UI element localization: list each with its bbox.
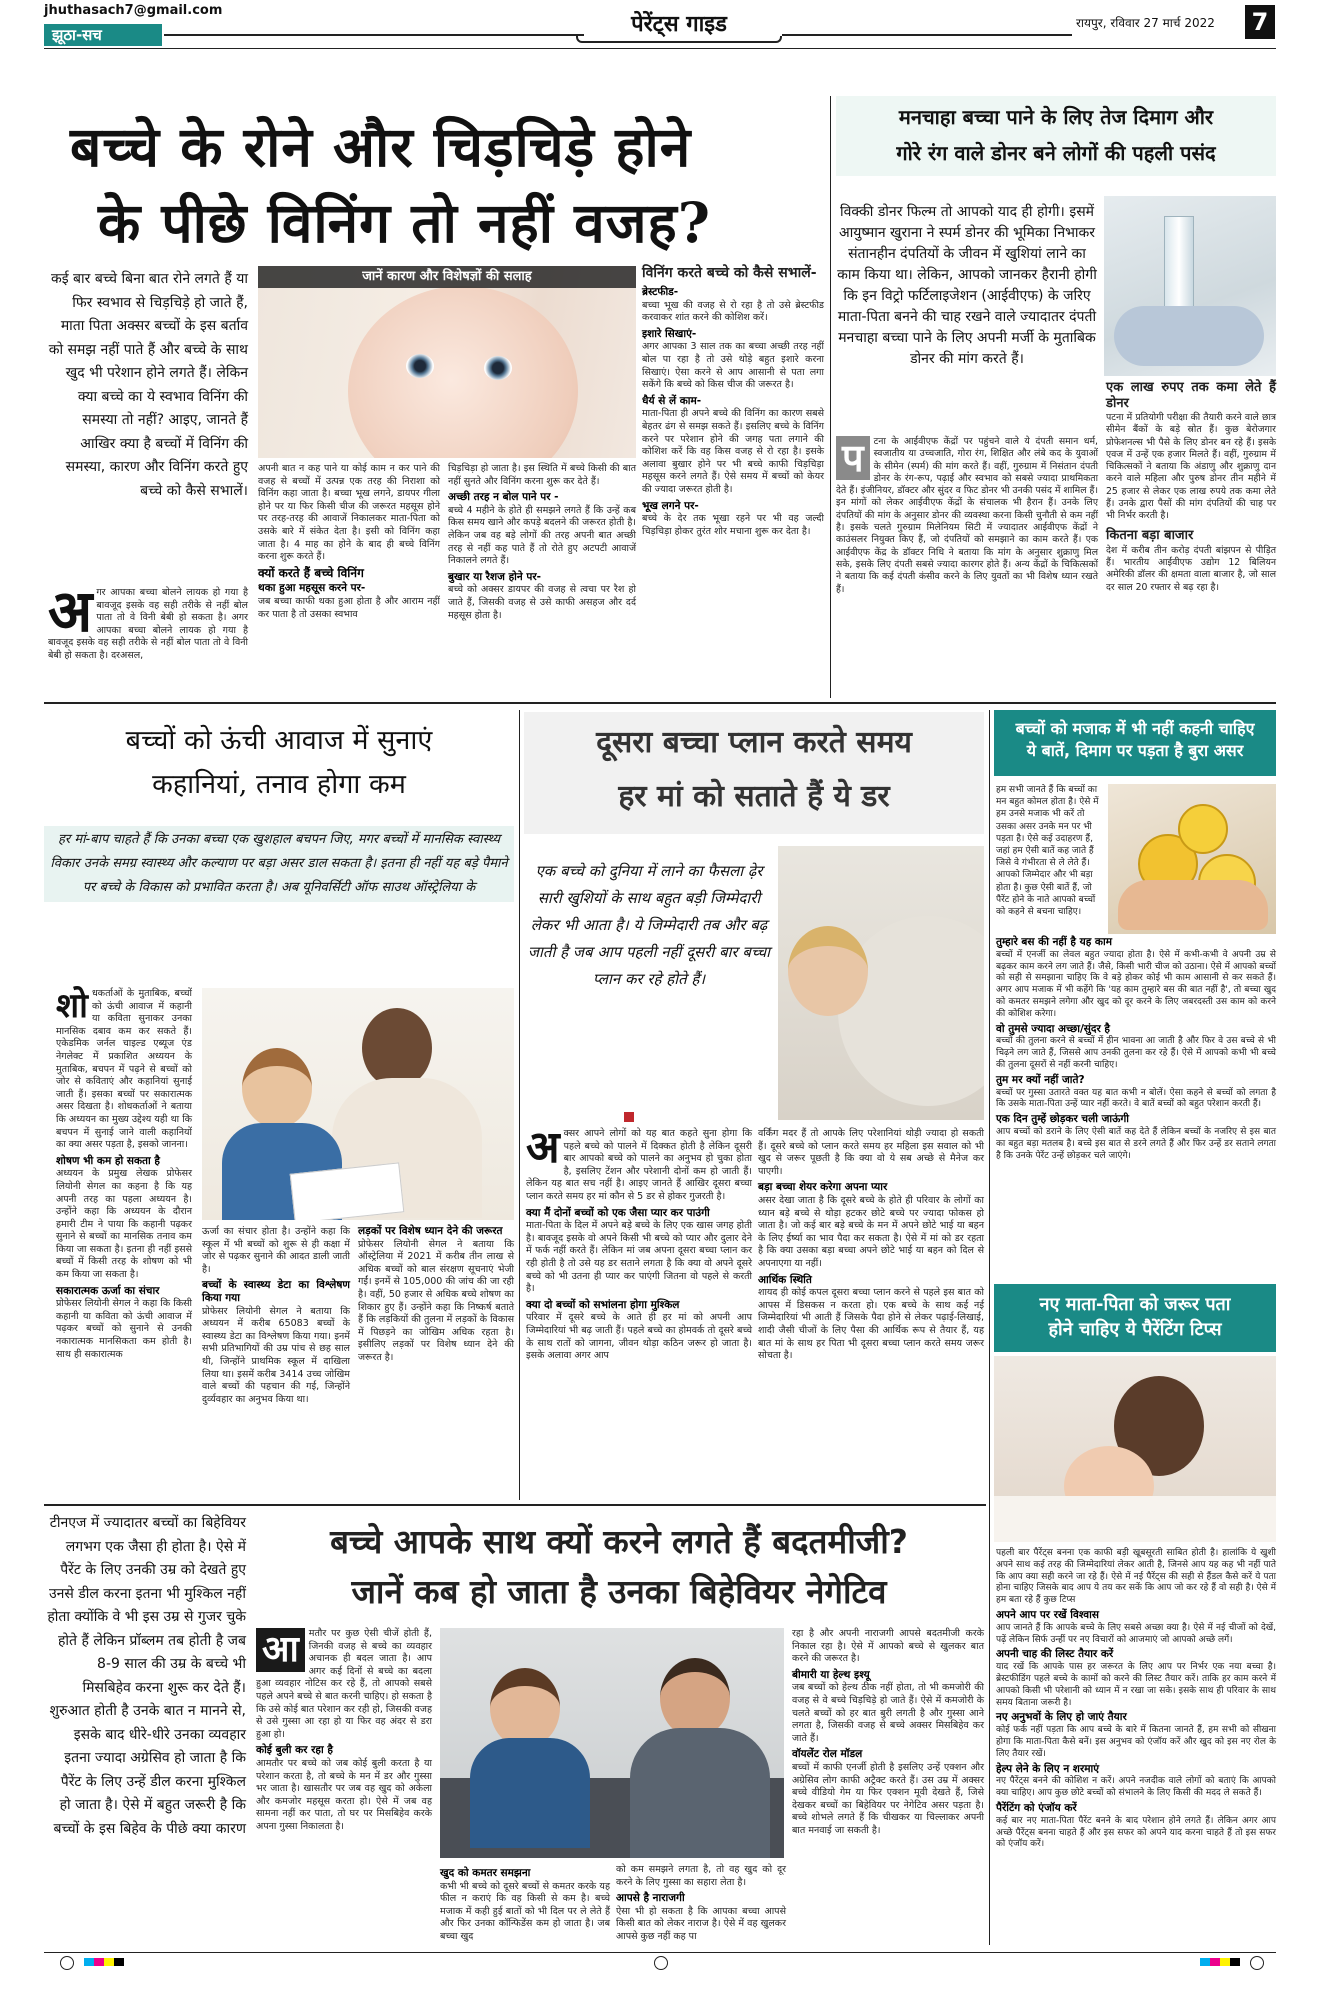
tips-headline-1: नए माता-पिता को जरूर पता <box>1039 1294 1231 1315</box>
donor-side <box>1106 380 1276 594</box>
donor-intro: विक्की डोनर फिल्म तो आपको याद ही होगी। इसमें आयुष्मान खुराना ने स्पर्म डोनर की भूमिका निभाकर संतानहीन दंपतियों के जीवन में खुशियां लाने का काम किया था। लेकिन, आपको जानकर हैरानी होगी कि इन विट्रो फर्टिलाइजेशन (आईवीएफ) के जरिए माता-पिता बनने की चाह रखने वाले ज्यादातर दंपती मनचाहा बच्चा पाने के लिए अपनी मर्जी के मुताबिक डोनर की मांग करते हैं। <box>837 204 1097 367</box>
lead-sidebar <box>642 265 824 538</box>
mother-head <box>362 1008 432 1088</box>
baby-eye-left <box>406 354 434 378</box>
tips-sub-1: अपने आप पर रखें विश्वास <box>996 1608 1099 1621</box>
lead-body-text-3: जब बच्चा काफी थका हुआ होता है और आराम नहीं कर पाता है तो उसका स्वभाव <box>258 595 440 620</box>
neutral-face-icon <box>1178 804 1228 854</box>
rude-col-2 <box>440 1864 610 1944</box>
masthead-rule-right <box>782 34 1072 36</box>
rude-sub-3: आपसे है नाराजगी <box>616 1892 685 1905</box>
lead-headline-2: के पीछे विनिंग तो नहीं वजह? <box>98 190 711 255</box>
lead-side-body-3: माता-पिता ही अपने बच्चे की विनिंग का कारण सबसे बेहतर ढंग से समझ सकते हैं। इसलिए बच्चे के विनिंग करने पर परेशान होने की जगह पता लगाने की कोशिश करें कि वह किस वजह से रो रहा है। इसके अलावा बुखार होने पर भी बच्चे काफी चिड़चिड़ा महसूस करने लगते हैं। ऐसे समय में बच्चों को केयर की ज्यादा जरूरत होती है। <box>642 408 824 495</box>
rude-body-7: जब बच्चों को हेल्थ ठीक नहीं होता, तो भी कमजोरी की वजह से वे बच्चे चिड़चिड़े हो जाते हैं। ऐसे में कमजोरी के चलते बच्चों को हर बात बुरी लगती है और गुस्सा आने लगता है, जिसकी वजह से बच्चे अक्सर मिसबिहेव कर जाते हैं। <box>792 1682 984 1744</box>
tips-body-5: कई बार नए माता-पिता पैरेंट बनने के बाद परेशान होने लगते हैं। लेकिन अगर आप अच्छे पैरेंट्स बनना चाहते हैं और इस सफर को अपने याद करना चाहते हैं तो इस सफर को एंजॉय करें। <box>996 1815 1276 1850</box>
baby-photo <box>258 266 636 458</box>
second-headline-2: हर मां को सताते हैं ये डर <box>618 779 890 814</box>
stories-body-1: धकर्ताओं के मुताबिक, बच्चों को ऊंची आवाज में कहानी या कविता सुनाकर उनका मानसिक दबाव कम कर सकते हैं। एकेडमिक जर्नल चाइल्ड एब्यूज एंड नेगलेक्ट में प्रकाशित अध्ययन के मुताबिक, बचपन में पढ़ने से बच्चों को जोर से कविताएं और कहानियां सुनाई जाती हैं। इसका बच्चों पर सकारात्मक असर दिखता है। शोधकर्ताओं ने बताया कि अध्ययन का मुख्य उद्देश्य यही था कि बचपन में सुनाई जाने वाली कहानियों का क्या असर पड़ता है, इसको जानना। <box>56 988 192 1151</box>
baby-eye-right <box>484 356 512 380</box>
tips-body-2: याद रखें कि आपके पास हर जरूरत के लिए आप पर निर्भर एक नया बच्चा है। ब्रेस्टफीडिंग पहले बच्चे के कामों को करने की लिस्ट तैयार करें। ताकि हर काम करने में आपको किसी भी परेशानी को ध्यान में न रखा जा सके। इसके साथ ही परिवार के साथ समय बिताना जरूरी है। <box>996 1662 1276 1708</box>
donor-side-body-2: देश में करीब तीन करोड़ दंपती बांझपन से पीड़ित हैं। भारतीय आईवीएफ उद्योग 12 बिलियन अमेरिकी डॉलर की क्षमता वाला बाजार है, जो साल दर साल 20 रफ्तार से बढ़ रहा है। <box>1106 544 1276 593</box>
second-dropcap: अ <box>526 1122 560 1173</box>
stories-sub-1: शोषण भी कम हो सकता है <box>56 1154 160 1167</box>
stories-col-3 <box>358 1222 514 1365</box>
lead-side-title: विनिंग करते बच्चे को कैसे सभालें- <box>642 265 817 281</box>
section-underline <box>576 36 782 43</box>
tips-headline-2: होने चाहिए ये पैरेंटिंग टिप्स <box>1048 1319 1222 1340</box>
lead-sub-2: थका हुआ महसूस करने पर- <box>258 582 366 595</box>
rude-body-1: मतौर पर कुछ ऐसी चीजें होती हैं, जिनकी वजह से बच्चे का व्यवहार अचानक ही बदल जाता है। आप अगर कई दिनों से बच्चे का बदला हुआ व्यवहार नोटिस कर रहे हैं, तो आपको सबसे पहले अपने बच्चे से बात करनी चाहिए। हो सकता है कि उसे कोई बात परेशान कर रही हो, जिसकी वजह से उसे गुस्सा आ रहा हो या फिर वह अंदर से डरा हुआ हो। <box>256 1628 432 1740</box>
joke-sub-1: तुम्हारे बस की नहीं है यह काम <box>996 936 1112 948</box>
tips-intro: पहली बार पैरेंट्स बनना एक काफी बड़ी खूबसूरती साबित होती है। हालांकि ये खुशी अपने साथ कई तरह की जिम्मेदारियां लेकर आती है, जिनसे आप यह कह भी नहीं पाते कि आप क्या सही करने जा रहे हैं। ऐसे में नई पैरेंट्स की सही से हैंडल कैसे करें ये पता होना चाहिए जिसके बाद आप ये तय कर सकें कि आप जो कर रहे हैं वो सही है। ऐसे में हम बता रहे हैं कुछ टिप्स <box>996 1548 1276 1606</box>
stories-body-6: प्रोफेसर लियोनी सेगल ने बताया कि ऑस्ट्रेलिया में 2021 में करीब तीन लाख से अधिक बच्चों को बाल संरक्षण सूचनाएं भेजी गईं। इनमें से 105,000 की जांच की जा रही है। वहीं, 50 हजार से अधिक बच्चे शोषण का शिकार हुए हैं। उन्होंने कहा कि निष्कर्ष बताते हैं कि लड़कियों की तुलना में लड़कों के विकास में पिछड़ने का जोखिम अधिक रहता है। इसीलिए लड़कों पर विशेष ध्यान देने की जरूरत है। <box>358 1238 514 1363</box>
second-headline-1: दूसरा बच्चा प्लान करते समय <box>596 725 912 760</box>
boy-head <box>490 1668 560 1748</box>
tips-sub-3: नए अनुभवों के लिए हो जाएं तैयार <box>996 1711 1127 1724</box>
second-body-2: माता-पिता के दिल में अपने बड़े बच्चे के लिए एक खास जगह होती है। बावजूद इसके वो अपने किसी भी बच्चे को प्यार और दुलार देने में फर्क नहीं करते हैं। लेकिन मां जब अपना दूसरा बच्चा प्लान कर रही होती है तो उसे यह डर सताने लगता है कि क्या वो अपने दूसरे बच्चे को भी उतना ही प्यार कर पाएंगी जितना वो पहले से करती है। <box>526 1220 752 1295</box>
lab-photo <box>1104 196 1276 376</box>
second-body-5: असर देखा जाता है कि दूसरे बच्चे के होते ही परिवार के लोगों का ध्यान बड़े बच्चे से थोड़ा हटकर छोटे बच्चे पर ज्यादा फोकस हो जाता है। जो कई बार बड़े बच्चे के मन में अपने छोटे भाई या बहन के लिए ईर्ष्या का भाव पैदा कर सकता है। ऐसे में मां को डर रहता है कि क्या उसका बड़ा बच्चा अपने छोटे भाई या बहन को दिल से अपनाएगा या नहीं। <box>758 1194 984 1269</box>
stories-body-4: ऊर्जा का संचार होता है। उन्होंने कहा कि स्कूल में भी बच्चों को शुरू से ही कक्षा में जोर से पढ़कर सुनाने की आदत डाली जाती है। <box>202 1226 350 1275</box>
lead-body-1 <box>48 577 248 663</box>
lead-dropcap: अ <box>48 577 93 645</box>
lead-intro: कई बार बच्चे बिना बात रोने लगते हैं या फिर स्वभाव से चिड़चिड़े हो जाते हैं, माता पिता अक्सर बच्चों के इस बर्ताव को समझ नहीं पाते हैं और बच्चे के साथ खुद भी परेशान होने लगते हैं। लेकिन क्या बच्चे का ये स्वभाव विनिंग की समस्या तो नहीं? आइए, जानते हैं आखिर क्या है बच्चों में विनिंग की समस्या, कारण और विनिंग करते हुए बच्चे को कैसे सभालें। <box>48 271 248 499</box>
lead-body-text-5: बच्चे 4 महीने के होते ही समझने लगते हैं कि उन्हें कब किस समय खाने और कपड़े बदलने की जरूरत होती है। लेकिन जब वह बड़े लोगों की तरह अपनी बात अच्छी तरह से नहीं कह पाते हैं तो रोते हुए अटपटी आवाजें निकालने लगते हैं। <box>448 504 636 567</box>
rude-intro: टीनएज में ज्यादातर बच्चों का बिहेवियर लगभग एक जैसा ही होता है। ऐसे में पैरेंट के लिए उनकी उम्र को देखते हुए उनसे डील करना इतना भी मुश्किल नहीं होता क्योंकि वे भी इस उम्र से गुजर चुके होते हैं लेकिन प्रॉब्लम तब होती है जब 8-9 साल की उम्र के बच्चे भी मिसबिहेव करना शुरू कर देते हैं। शुरुआत होती है उनके बात न मानने से, इसके बाद धीरे-धीरे उनका व्यवहार इतना ज्यादा अग्रेसिव हो जाता है कि पैरेंट के लिए उन्हें डील करना मुश्किल हो जाता है। ऐसे में बहुत जरूरी है कि बच्चों के इस बिहेव के पीछे क्या कारण <box>47 1515 246 1837</box>
footer-rule <box>44 1952 1276 1953</box>
lead-body-text-1: गर आपका बच्चा बोलने लायक हो गया है बावजूद इसके वह सही तरीके से नहीं बोल पाता तो वे विनी बेबी हो सकता है। अगर आपका बच्चा बोलने लायक हो गया है बावजूद इसके वह सही तरीके से नहीं बोल पाता तो वे विनी बेबी हो सकता है। दरअसल, <box>48 587 248 661</box>
lead-side-body-1: बच्चा भूख की वजह से रो रहा है तो उसे ब्रेस्टफीड करवाकर शांत करने की कोशिश करें। <box>642 299 824 324</box>
rude-body-3: कभी भी बच्चे को दूसरे बच्चों से कमतर करके यह फील न कराएं कि वह किसी से कम है। बच्चे मजाक में कही हुई बातों को भी दिल पर ले लेते हैं और फिर उनका कॉन्फिडेंस कम हो जाता है। जब बच्चा खुद <box>440 1880 610 1942</box>
lead-sub-4: बुखार या रैशज होने पर- <box>448 570 541 583</box>
rude-col-1 <box>256 1628 432 1834</box>
registration-mark-left <box>60 1956 74 1970</box>
donor-side-sub-2: कितना बड़ा बाजार <box>1106 527 1194 543</box>
vertical-rule-1 <box>830 96 831 698</box>
joke-sub-2: वो तुमसे ज्यादा अच्छा/सुंदर है <box>996 1022 1110 1035</box>
lead-side-body-2: अगर आपका 3 साल तक का बच्चा अच्छी तरह नहीं बोल पा रहा है तो उसे थोड़े बहुत इशारे करना सिखाएं। ऐसा करने से आप आसानी से पता लगा सकेंगे कि बच्चे को किस चीज की जरूरत है। <box>642 341 824 391</box>
section-title: पेरेंट्स गाइड <box>631 12 727 37</box>
notebook <box>290 1162 405 1220</box>
horizontal-rule-2 <box>44 1504 986 1506</box>
rude-sub-1: कोई बुली कर रहा है <box>256 1744 333 1757</box>
rude-headline-2: जानें कब हो जाता है उनका बिहेवियर नेगेटिव <box>351 1572 887 1611</box>
second-body-6: शायद ही कोई कपल दूसरा बच्चा प्लान करने से पहले इस बात को आपस में डिसकस न करता हो। एक बच्चे के साथ कई नई जिम्मेदारियां भी आती हैं जिसके पैदा होने से लेकर पढ़ाई-लिखाई, शादी जैसी चीजों के लिए पैसा की आर्थिक रूप से तैयार हैं, यह बात मां के साथ हर पिता भी दूसरा बच्चा प्लान करते समय जरूर सोचता है। <box>758 1287 984 1362</box>
joke-intro: हम सभी जानते हैं कि बच्चों का मन बहुत कोमल होता है। ऐसे में हम उनसे मजाक भी करें तो उसका असर उनके मन पर भी पड़ता है। ऐसे कई उदाहरण हैं, जहां हम ऐसी बातें कह जाते हैं जिसे वे गंभीरता से ले लेते हैं। आपको जिम्मेदार और भी बड़ा होता है। कुछ ऐसी बातें हैं, जो पैरेंट होने के नाते आपको बच्चों को कहने से बचना चाहिए। <box>996 785 1099 918</box>
tips-sub-2: अपनी चाह की लिस्ट तैयार करें <box>996 1648 1114 1661</box>
lead-sub-3: अच्छी तरह न बोल पाने पर - <box>448 491 559 504</box>
lead-side-sub-1: ब्रेस्टफीड- <box>642 286 679 298</box>
rude-headline-1: बच्चे आपके साथ क्यों करने लगते हैं बदतमीजी? <box>330 1522 908 1561</box>
registration-mark-center <box>654 1956 668 1970</box>
accent-mark <box>624 1112 634 1122</box>
stories-body-5: प्रोफेसर लियोनी सेगल ने बताया कि अध्ययन में करीब 65083 बच्चों के स्वास्थ्य डेटा का विश्लेषण किया गया। इनमें सभी प्रतिभागियों की उम्र पांच से छह साल थी, जिन्होंने प्राथमिक स्कूल में दाखिला लिया था। इसमें करीब 3414 उच्च जोखिम वाले बच्चों की पहचान की गई, जिन्होंने दुर्व्यवहार का अनुभव किया था। <box>202 1305 350 1405</box>
second-body-4: वर्किंग मदर हैं तो आपके लिए परेशानियां थोड़ी ज्यादा हो सकती हैं। दूसरे बच्चे को प्लान करते समय हर महिला इस सवाल को भी खुद से जरूर पूछती है कि क्या वो ये सब अच्छे से मैनेज कर पाएगी। <box>758 1128 984 1177</box>
lead-body-text-4: चिड़चिड़ा हो जाता है। इस स्थिति में बच्चे किसी की बात नहीं सुनते और विनिंग करना शुरू कर देते हैं। <box>448 463 636 487</box>
lead-body-text-2: अपनी बात न कह पाने या कोई काम न कर पाने की वजह से बच्चों में उत्पन्न एक तरह की निराशा को विनिंग कहा जाता है। बच्चा भूख लगने, डायपर गीला होने पर या फिर किसी चीज की जरूरत महसूस होने पर तरह-तरह की आवाजें निकालकर माता-पिता को उसके बारे में संकेत देता है। इसी को विनिंग कहा जाता है। 4 माह का होने के बाद ही बच्चे विनिंग करना शुरू करते हैं। <box>258 463 440 563</box>
stories-intro: हर मां-बाप चाहते हैं कि उनका बच्चा एक खुशहाल बचपन जिए, मगर बच्चों में मानसिक स्वास्थ्य विकार उनके समग्र स्वास्थ्य और कल्याण पर बड़ा असर डाल सकता है। इतना ही नहीं यह बड़े पैमाने पर बच्चे के विकास को प्रभावित करता है। अब यूनिवर्सिटी ऑफ साउथ ऑस्ट्रेलिया के <box>44 826 514 902</box>
lead-col-3 <box>448 463 636 622</box>
tips-body-4: नए पैरेंट्स बनने की कोशिश न करें। अपने नजदीक वाले लोगों को बताएं कि आपको क्या चाहिए। आप कुछ छोटे बच्चों को संभालने के लिए किसी की मदद ले सकते हैं। <box>996 1776 1276 1799</box>
lead-col-2 <box>258 463 440 621</box>
joke-body-3: बच्चों पर गुस्सा उतारते वक्त यह बात कभी न बोलें। ऐसा कहने से बच्चों को लगता है कि उसके माता-पिता उन्हें प्यार नहीं करते। वे बातें बच्चों को बहुत परेशान करती हैं। <box>996 1087 1276 1110</box>
mother-baby-photo <box>994 1356 1276 1542</box>
second-body-3: परिवार में दूसरे बच्चे के आते ही हर मां को अपनी आप जिम्मेदारियां भी बढ़ जाती हैं। पहले बच्चे का होमवर्क तो दूसरे बच्चे के साथ रातों को जागना, जीवन थोड़ा कठिन जरूर हो जाता है। इसके अलावा अगर आप <box>526 1312 752 1362</box>
hand <box>1118 880 1268 930</box>
second-sub-2: क्या दो बच्चों को सभांलना होगा मुश्किल <box>526 1298 680 1311</box>
sad-boy-photo <box>440 1628 784 1858</box>
stories-col-1 <box>56 988 192 1361</box>
joke-body <box>996 934 1276 1162</box>
rude-sub-2: खुद को कमतर समझना <box>440 1867 531 1879</box>
vertical-rule-2 <box>519 710 520 1500</box>
donor-side-body-1: पटना में प्रतियोगी परीक्षा की तैयारी करने वाले छात्र सीमेन बैंकों के बड़े स्रोत हैं। कुछ बेरोजगार प्रोफेशनल्स भी पैसे के लिए डोनर बन रहे हैं। इसके एवज में उन्हें एक हजार मिलते हैं। वहीं, गुरुग्राम में चिकित्सकों ने बताया कि अंडाणु और शुक्राणु दान करने वाले महिला और पुरुष डोनर तीन महीने में 25 हजार से लेकर एक लाख रुपये तक कमा लेते हैं। उनके द्वारा पैसों की मांग दंपतियों की चाह पर भी निर्भर करती है। <box>1106 412 1276 522</box>
rude-body-2: आमतौर पर बच्चे को जब कोई बुली करता है या परेशान करता है, तो बच्चे के मन में डर और गुस्सा भर जाता है। खासतौर पर जब वह खुद को अकेला और कमजोर महसूस करता हो। ऐसे में जब वह सामना नहीं कर पाता, तो घर पर मिसबिहेव करके अपना गुस्सा निकालता है। <box>256 1757 432 1832</box>
masthead-rule <box>164 34 584 36</box>
joke-headline-1: बच्चों को मजाक में भी नहीं कहनी चाहिए <box>1015 719 1255 738</box>
vertical-rule-3 <box>989 710 990 1945</box>
page-number: 7 <box>1245 5 1275 39</box>
stories-body-3: प्रोफेसर लियोनी सेगल ने कहा कि किसी कहानी या कविता को ऊंची आवाज में पढ़कर बच्चों को सुनाने से उनकी नकारात्मक मानसिकता कम होती है। साथ ही सकारात्मक <box>56 1298 192 1360</box>
father-body <box>630 1728 770 1858</box>
stories-sub-4: लड़कों पर विशेष ध्यान देने की जरूरत <box>358 1225 503 1237</box>
brand-label: झूठा-सच <box>44 24 162 46</box>
rude-body-5: ऐसा भी हो सकता है कि आपका बच्चा आपसे किसी बात को लेकर नाराज है। ऐसे में वह खुलकर आपसे कुछ नहीं कह पा <box>616 1905 786 1942</box>
joke-body-1: बच्चों में एनर्जी का लेवल बहुत ज्यादा होता है। ऐसे में कभी-कभी वे अपनी उम्र से बढ़कर काम करने लग जाते हैं। जैसे, किसी भारी चीज को उठाना। ऐसे में आपको बच्चों को सही से समझाना चाहिए कि वे बड़े होकर कोई भी काम आसानी से कर सकते हैं। अगर आप मजाक में भी कहेंगे कि 'यह काम तुम्हारे बस की बात नहीं है', तो बच्चा खुद को कमतर समझने लगेगा और खुद को दूर करने के लिए जबरदस्ती उस काम को करने की कोशिश करेगा। <box>996 949 1276 1019</box>
tips-headline-box <box>994 1284 1276 1352</box>
joke-headline-2: ये बातें, दिमाग पर पड़ता है बुरा असर <box>1026 741 1244 760</box>
rude-body-8: बच्चों में काफी एनर्जी होती है इसलिए उन्हें एक्शन और अग्रेसिव लोग काफी अट्रैक्ट करते हैं। उस उम्र में अक्सर बच्चे वीडियो गेम या फिर एक्शन मूवी देखते हैं, जिसे देखकर बच्चों का बिहेवियर पर नेगेटिव असर पड़ता है। बच्चे शोभले लगते हैं कि चीखकर या चिल्लाकर अपनी बात मनवाई जा सकती है। <box>792 1761 984 1836</box>
tips-sub-4: हेल्प लेने के लिए न शरमाएं <box>996 1762 1100 1775</box>
rude-body-4: को कम समझने लगता है, तो वह खुद को दूर करने के लिए गुस्सा का सहारा लेता है। <box>616 1864 786 1888</box>
blanket <box>994 1496 1276 1542</box>
lead-side-body-4: बच्चे के देर तक भूखा रहने पर भी वह जल्दी चिड़चिड़ा होकर तुरंत शोर मचाना शुरू कर देता है। <box>642 513 824 537</box>
email[interactable]: jhuthasach7@gmail.com <box>44 3 223 18</box>
color-bar-right <box>1200 1958 1240 1966</box>
rude-sub-5: वॉयलेंट रोल मॉडल <box>792 1748 863 1761</box>
baby-face <box>348 286 578 458</box>
joke-sub-4: एक दिन तुम्हें छोड़कर चली जाऊंगी <box>996 1113 1129 1126</box>
donor-side-sub-1: एक लाख रुपए तक कमा लेते हैं डोनर <box>1106 380 1276 411</box>
lead-side-sub-2: इशारे सिखाएं- <box>642 327 697 340</box>
second-col-2 <box>758 1128 984 1363</box>
lead-sub-1: क्यों करते हैं बच्चे विनिंग <box>258 565 364 580</box>
donor-body <box>836 436 1098 596</box>
stories-body-2: अध्ययन के प्रमुख लेखक प्रोफेसर लियोनी सेगल का कहना है कि यह अपनी तरह का पहला अध्ययन है। उन्होंने कहा कि अध्ययन के दौरान हमारी टीम ने पाया कि कहानी पढ़कर सुनाने से बच्चों का मानसिक तनाव कम किया जा सकता है। इतना ही नहीं इससे बच्चों में किसी तरह के शोषण को भी कम किया जा सकता है। <box>56 1168 192 1281</box>
child-head <box>242 1048 312 1128</box>
tips-body-3: कोई फर्क नहीं पड़ता कि आप बच्चे के बारे में कितना जानते हैं, हम सभी को सीखना होगा कि माता-पिता कैसे बनें। इस अनुभव को एंजॉय करें और खुद को इस नए रोल के लिए तैयार रखें। <box>996 1725 1276 1759</box>
donor-body-text: टना के आईवीएफ केंद्रों पर पहुंचने वाले ये दंपती समान धर्म, स्वजातीय या उच्चजाति, गोरा रंग, शिक्षित और लंबे कद के युवाओं के सीमेन (स्पर्म) की मांग करते हैं। वहीं, गुरुग्राम में निसंतान दंपती डोनर के रंग-रूप, पढ़ाई और स्वभाव को सबसे ज्यादा प्राथमिकता देते हैं। इंजीनियर, डॉक्टर और सुंदर व फिट डोनर भी उनकी पसंद में शामिल हैं। इन मांगों को लेकर आईवीएफ केंद्रों के संचालक भी हैरान हैं। उनके लिए दंपतियों की मांग के अनुसार डोनर की व्यवस्था करना किसी चुनौती से कम नहीं है। इसके चलते गुरुग्राम मिलेनियम सिटी में ज्यादातर आईवीएफ केंद्रों ने काउंसलर नियुक्त किए हैं, जो दंपतियों को समझाने का काम करते हैं। एक आईवीएफ केंद्र के डॉक्टर निधि ने बताया कि मांग के अनुसार शुक्राणु मिल सके, इसके लिए दंपती सबसे ज्यादा कारगर होते हैं। अन्य केंद्रों के चिकित्सकों ने बताया कि कई दंपती कंसीव करने के लिए युवतों का भी विशेष ध्यान रखते हैं। <box>836 436 1098 595</box>
second-body-1: क्सर आपने लोगों को यह बात कहते सुना होगा कि पहले बच्चे को पालने में दिक्कत होती है लेकिन दूसरी बार आपको बच्चे को पालने का अनुभव हो चुका होता है, इसलिए टेंशन और परेशानी दोनों कम हो जाती हैं। लेकिन यह बात सच नहीं है। आइए जानते हैं आखिर दूसरा बच्चा प्लान करते समय हर मां कौन से 5 डर से होकर गुजरती है। <box>526 1128 752 1202</box>
lead-body-text-6: बच्चे को अक्सर डायपर की वजह से त्वचा पर रैश हो जाते हैं, जिसकी वजह से उसे काफी असहज और दर्द महसूस होता है। <box>448 584 636 621</box>
color-bar-left <box>84 1958 124 1966</box>
father-head <box>660 1658 730 1738</box>
rude-sub-4: बीमारी या हेल्थ इश्यू <box>792 1668 870 1681</box>
glove-hand <box>1114 306 1264 366</box>
rude-col-3 <box>616 1864 786 1944</box>
stories-sub-3: बच्चों के स्वास्थ्य डेटा का विश्लेषण किया गया <box>202 1279 350 1304</box>
horizontal-rule-1 <box>44 702 1276 704</box>
joke-sub-3: तुम मर क्यों नहीं जाते? <box>996 1073 1085 1086</box>
stories-sub-2: सकारात्मक ऊर्जा का संचार <box>56 1284 160 1297</box>
lead-side-sub-4: भूख लगने पर- <box>642 499 699 512</box>
rude-dropcap: आ <box>256 1628 305 1672</box>
stories-headline-2: कहानियां, तनाव होगा कम <box>152 769 406 800</box>
stories-dropcap: शो <box>56 986 88 1026</box>
donor-headline-2: गोरे रंग वाले डोनर बने लोगों की पहली पसंद <box>896 141 1216 165</box>
pregnant-photo <box>778 846 984 1120</box>
emoji-photo <box>1108 784 1276 934</box>
photo-banner: जानें कारण और विशेषज्ञों की सलाह <box>258 266 636 288</box>
joke-headline-box <box>994 710 1276 776</box>
registration-mark-right <box>1250 1956 1264 1970</box>
lead-side-sub-3: धैर्य से लें काम- <box>642 394 702 407</box>
lead-headline-1: बच्चे के रोने और चिड़चिड़े होने <box>70 114 692 179</box>
second-sub-4: आर्थिक स्थिति <box>758 1273 812 1286</box>
dateline: रायपुर, रविवार 27 मार्च 2022 <box>1076 16 1215 30</box>
rude-col-4 <box>792 1628 984 1838</box>
second-sub-1: क्या मैं दोनों बच्चों को एक जैसा प्यार कर पाउंगी <box>526 1206 710 1219</box>
boy-body <box>470 1738 590 1848</box>
second-col-1 <box>526 1122 752 1363</box>
tips-sub-5: पैरेंटिंग को एंजॉय करें <box>996 1801 1077 1814</box>
reading-photo <box>202 988 514 1220</box>
tips-body-1: आप जानते हैं कि आपके बच्चे के लिए सबसे अच्छा क्या है। ऐसे में नई चीजों को देखें, पढ़ें लेकिन सिर्फ उन्हीं पर नए विचारों को आजमाएं जो आपको अच्छे लगें। <box>996 1622 1276 1645</box>
rude-body-6: रहा है और अपनी नाराजगी आपसे बदतमीजी करके निकाल रहा है। ऐसे में आपको बच्चे से खुलकर बात करने की जरूरत है। <box>792 1628 984 1665</box>
second-sub-3: बड़ा बच्चा शेयर करेगा अपना प्यार <box>758 1181 888 1194</box>
donor-headline-1: मनचाहा बच्चा पाने के लिए तेज दिमाग और <box>898 105 1214 129</box>
girl-head <box>788 926 868 1016</box>
donor-dropcap: प <box>836 436 870 480</box>
masthead-bottom-rule <box>44 48 1276 49</box>
joke-body-2: बच्चों की तुलना करने से बच्चों में हीन भावना आ जाती है और फिर वे उस बच्चे से भी चिढ़ने लग जाते हैं, जिससे आप उनकी तुलना कर रहे हैं। ऐसे में आपको कभी भी बच्चे की तुलना दूसरों से नहीं करनी चाहिए। <box>996 1036 1276 1070</box>
tips-body <box>996 1548 1276 1851</box>
stories-col-2 <box>202 1226 350 1406</box>
stories-headline-1: बच्चों को ऊंची आवाज में सुनाएं <box>125 725 433 756</box>
second-pull-quote: एक बच्चे को दुनिया में लाने का फैसला ढ़ेर सारी खुशियों के साथ बहुत बड़ी जिम्मेदारी लेकर भी आता है। ये जिम्मेदारी तब और बढ़ जाती है जब आप पहली नहीं दूसरी बार बच्चा प्लान कर रहे होते हैं। <box>527 862 771 988</box>
joke-body-4: आप बच्चों को डराने के लिए ऐसी बातें कह देते हैं लेकिन बच्चों के नजरिए से इस बात का बहुत बड़ा मतलब है। बच्चे इस बात से डरने लगते हैं और फिर उन्हें डर सताने लगता है कि उनके पेरेंट उन्हें छोड़कर चले जाएंगे। <box>996 1126 1276 1161</box>
